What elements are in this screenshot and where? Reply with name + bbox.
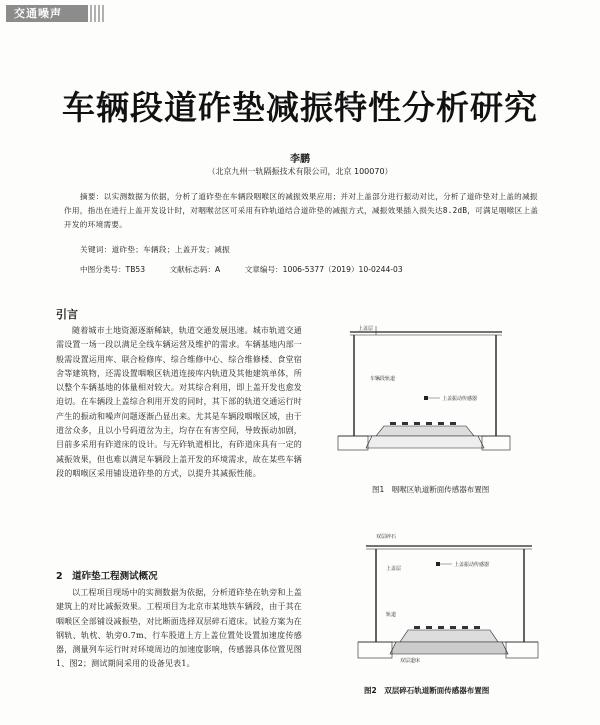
section2-paragraph: 以工程项目现场中的实测数据为依据，分析道砟垫在轨旁和上盖建筑上的对比减振效果。工程项目为北京市某地铁车辆段，由于其在咽喉区全部铺设减振垫，对比断面选择双层碎石道床。试验方案为在钢轨、轨枕、轨旁0.7m、行车股道上方上盖位置处设置加速度传感器，测量列车运行时对环境周边的加速度影响，传感器具体位置见图1、图2；测试期间采用的设备见表1。 <box>56 588 302 669</box>
fig1-slab-label: 上盖层 <box>358 326 374 332</box>
fig1-rail-label: 车辆段轨道 <box>370 376 396 382</box>
clc-number: 中图分类号：TB53 <box>80 265 146 274</box>
keywords: 关键词：道砟垫；车辆段；上盖开发；减振 <box>80 245 230 254</box>
figure-1-caption: 图1 咽喉区轨道断面传感器布置图 <box>372 485 490 494</box>
fig1-sensor-label: 上盖振动传感器 <box>442 396 478 402</box>
fig2-bed-label: 双层道床 <box>400 658 421 664</box>
intro-heading: 引言 <box>56 308 78 321</box>
affiliation: （北京九州一轨隔振技术有限公司，北京 100070） <box>207 167 393 176</box>
section-tab: 交通噪声 <box>6 5 88 22</box>
fig2-rail-label: 轨道 <box>386 612 397 618</box>
doc-code: 文献标志码：A <box>169 265 221 274</box>
paper-title: 车辆段道砟垫减振特性分析研究 <box>62 88 538 127</box>
article-number: 文章编号：1006-5377（2019）10-0244-03 <box>244 265 403 274</box>
fig1-sensor-marker <box>424 396 428 400</box>
intro-paragraph: 随着城市土地资源逐渐稀缺，轨道交通发展迅速。城市轨道交通需设置一场一段以满足全线车辆运营及维护的需求。车辆基地内部一般需设置运用库、联合检修库、综合维修中心、综合维修楼、食堂宿舍等建筑物，还需设置咽喉区轨道连接库内轨道及其他建筑单体，所以整个车辆基地的体量相对较大。对其综合利用，即上盖开发也愈发迫切。在车辆段上盖综合利用开发的同时，其下部的轨道交通运行时产生的振动和噪声问题逐渐凸显出来。尤其是车辆段咽喉区域，由于道岔众多，且以小号码道岔为主，均存在有害空间，导致振动加剧，目前多采用有砟道床的设计。与无砟轨道相比，有砟道床具有一定的减振效果，但也难以满足车辆段上盖开发的环境需求，故在某些车辆段的咽喉区采用铺设道砟垫的方式，以提升其减振性能。 <box>56 326 302 478</box>
figure-2-caption: 图2 双层碎石轨道断面传感器布置图 <box>364 686 490 695</box>
fig2-sensor-marker <box>436 562 440 566</box>
author: 李鹏 <box>290 154 310 165</box>
section2-heading: 2 道砟垫工程测试概况 <box>56 571 158 582</box>
classification-line <box>80 264 425 275</box>
tab-stripes <box>90 5 104 22</box>
abstract: 摘要：以实测数据为依据，分析了道砟垫在车辆段咽喉区的减振效果应用；并对上盖部分进行振动对比，分析了道砟垫对上盖的减振作用，指出在进行上盖开发设计时，对咽喉岔区可采用有砟轨道结合道砟垫的减振方式，减振效果插入损失达8.2dB，可满足咽喉区上盖开发的环境需要。 <box>64 192 539 229</box>
figure-1-diagram <box>336 318 512 468</box>
fig2-top-label: 双层碎石 <box>376 534 397 540</box>
fig2-slab-label: 上盖层 <box>386 566 402 572</box>
figure-2-diagram <box>356 530 540 676</box>
fig2-sensor-label: 上盖振动传感器 <box>454 562 490 568</box>
